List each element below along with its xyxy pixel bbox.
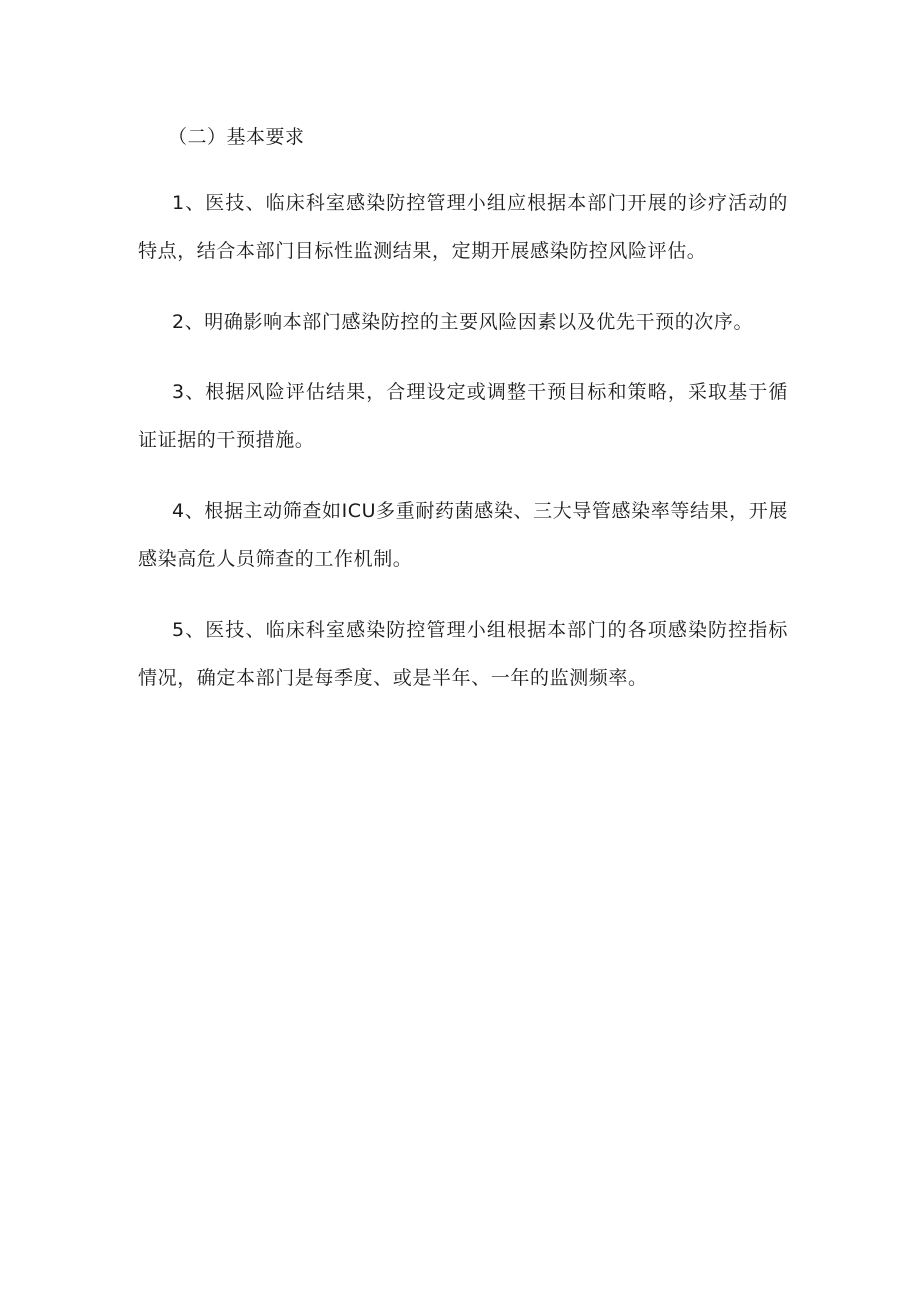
paragraph-2: 2、明确影响本部门感染防控的主要风险因素以及优先干预的次序。 [172,311,754,333]
paragraph-5: 5、医技、临床科室感染防控管理小组根据本部门的各项感染防控指标情况，确定本部门是每季度、或是半年、一年的监测频率。 [138,619,788,689]
section-heading: （二）基本要求 [168,126,305,148]
paragraph-1: 1、医技、临床科室感染防控管理小组应根据本部门开展的诊疗活动的特点，结合本部门目标性监测结果，定期开展感染防控风险评估。 [138,192,788,262]
paragraph-3: 3、根据风险评估结果，合理设定或调整干预目标和策略，采取基于循证证据的干预措施。 [138,381,788,451]
paragraph-4: 4、根据主动筛查如ICU多重耐药菌感染、三大导管感染率等结果，开展感染高危人员筛查的工作机制。 [138,500,788,570]
